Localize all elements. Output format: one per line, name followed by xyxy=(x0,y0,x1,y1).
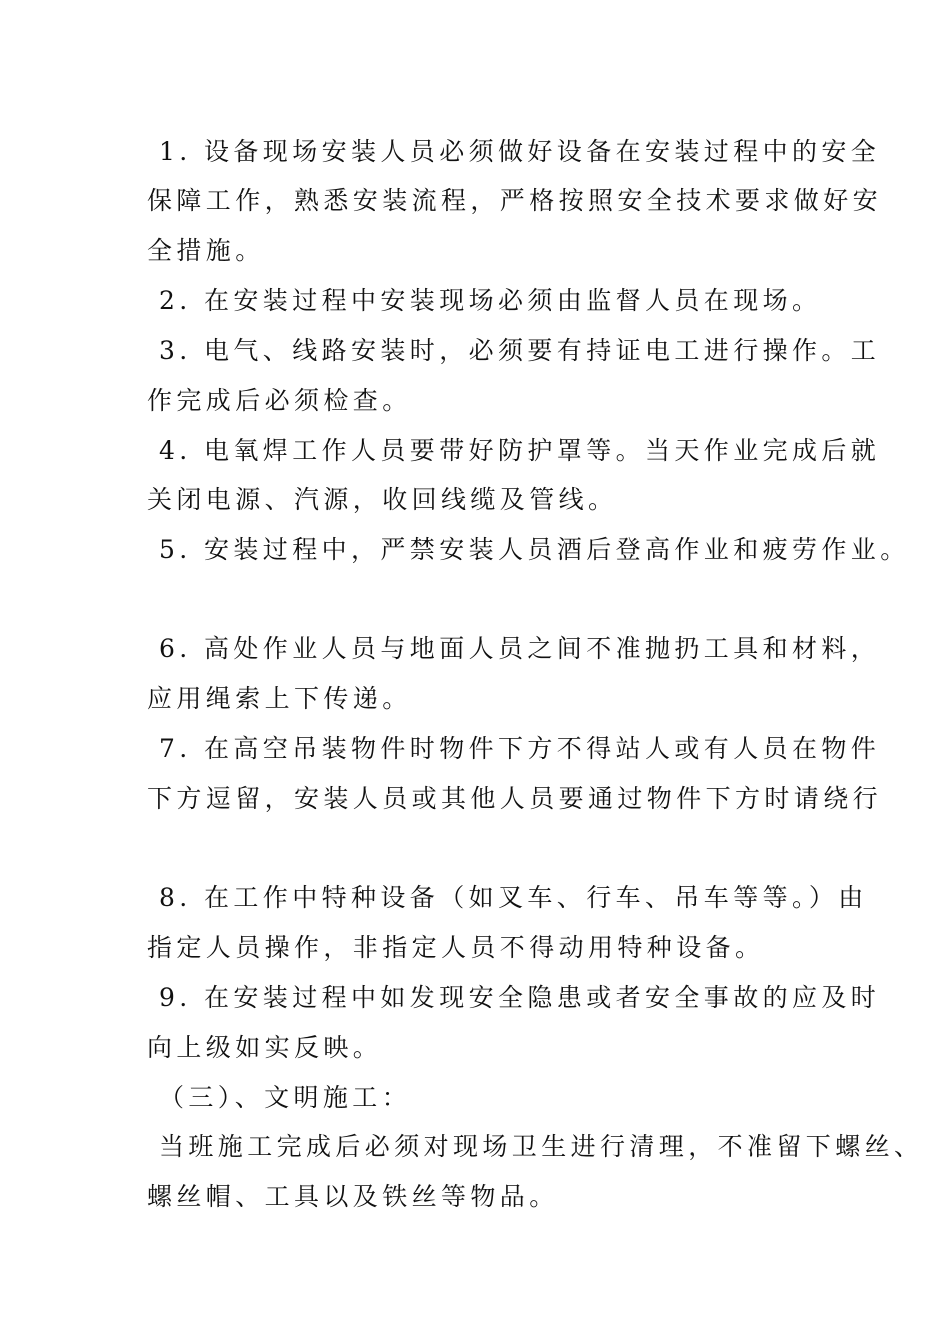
text-line-19: 当班施工完成后必须对现场卫生进行清理，不准留下螺丝、 xyxy=(159,1132,924,1161)
text-line-13: 下方逗留，安装人员或其他人员要通过物件下方时请绕行 xyxy=(147,784,883,813)
text-line-9: 5. 安装过程中，严禁安装人员酒后登高作业和疲劳作业。 xyxy=(159,535,910,564)
text-line-20: 螺丝帽、工具以及铁丝等物品。 xyxy=(147,1182,559,1211)
text-line-7: 4. 电氧焊工作人员要带好防护罩等。当天作业完成后就 xyxy=(159,436,881,465)
text-line-11: 应用绳索上下传递。 xyxy=(147,684,412,713)
text-line-3: 全措施。 xyxy=(147,236,265,265)
text-line-14: 8. 在工作中特种设备（如叉车、行车、吊车等等。）由 xyxy=(159,883,868,912)
text-line-17: 向上级如实反映。 xyxy=(147,1033,383,1062)
text-line-2: 保障工作，熟悉安装流程，严格按照安全技术要求做好安 xyxy=(147,186,883,215)
text-line-4: 2. 在安装过程中安装现场必须由监督人员在现场。 xyxy=(159,286,822,315)
section-heading: （三）、文明施工： xyxy=(159,1083,412,1112)
text-line-1: 1. 设备现场安装人员必须做好设备在安装过程中的安全 xyxy=(159,137,881,166)
text-line-15: 指定人员操作，非指定人员不得动用特种设备。 xyxy=(147,933,765,962)
text-line-10: 6. 高处作业人员与地面人员之间不准抛扔工具和材料， xyxy=(159,634,881,663)
text-line-16: 9. 在安装过程中如发现安全隐患或者安全事故的应及时 xyxy=(159,983,881,1012)
text-line-12: 7. 在高空吊装物件时物件下方不得站人或有人员在物件 xyxy=(159,734,881,763)
text-line-8: 关闭电源、汽源，收回线缆及管线。 xyxy=(147,485,618,514)
text-line-6: 作完成后必须检查。 xyxy=(147,386,412,415)
text-line-5: 3. 电气、线路安装时，必须要有持证电工进行操作。工 xyxy=(159,336,881,365)
